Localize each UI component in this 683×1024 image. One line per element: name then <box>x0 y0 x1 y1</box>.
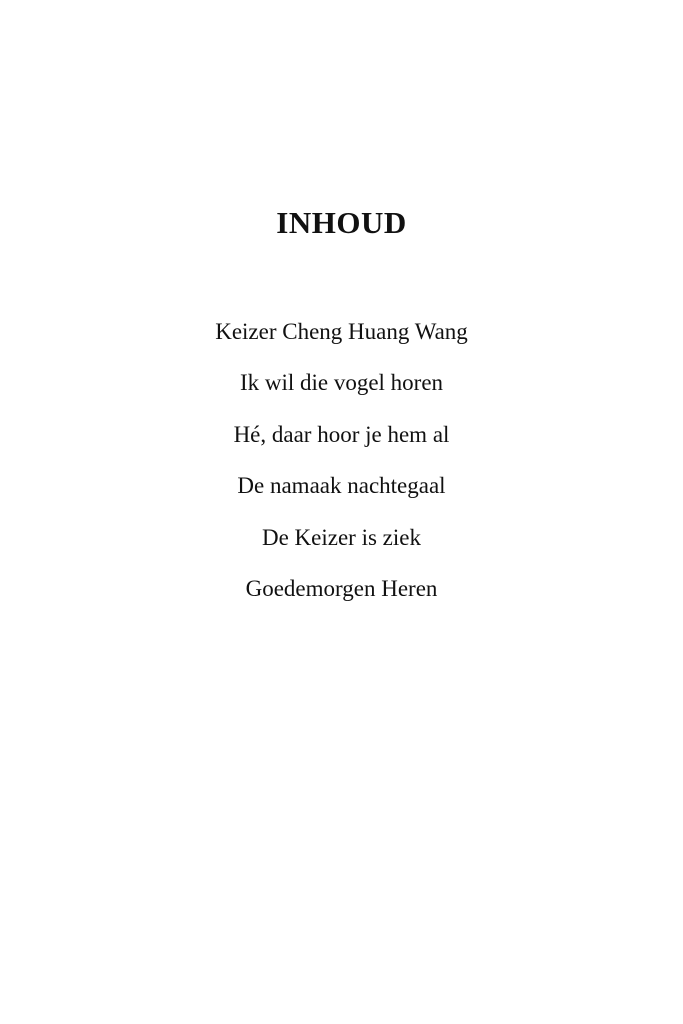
toc-item: Hé, daar hoor je hem al <box>233 421 450 447</box>
page-title: INHOUD <box>276 205 407 240</box>
toc-item: Keizer Cheng Huang Wang <box>215 319 468 344</box>
toc-item: De Keizer is ziek <box>261 524 421 550</box>
table-of-contents <box>0 312 683 620</box>
toc-item: De namaak nachtegaal <box>237 473 446 499</box>
toc-item: Goedemorgen Heren <box>245 575 438 601</box>
toc-item: Ik wil die vogel horen <box>239 370 444 396</box>
